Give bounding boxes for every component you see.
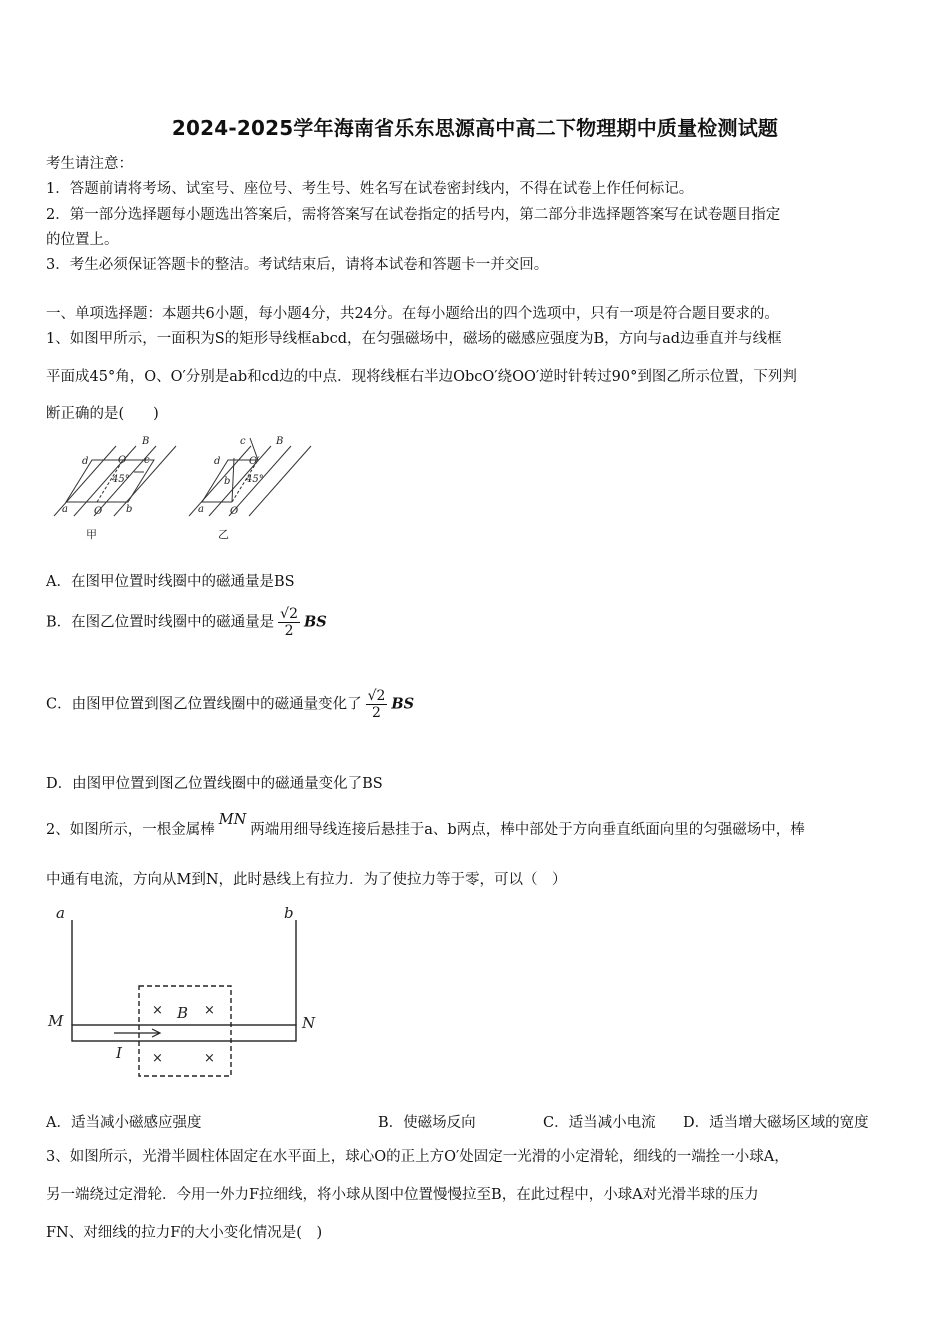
label-b: b — [284, 904, 294, 922]
sqrt2-over-2 — [278, 606, 300, 639]
frac-den: 2 — [284, 623, 294, 639]
q2-options — [0, 1111, 950, 1133]
q2-line1-pre: 2、如图所示，一根金属棒 — [46, 822, 215, 838]
fig2-label-O: O — [230, 506, 239, 517]
q1-option-d: D．由图甲位置到图乙位置线圈中的磁通量变化了BS — [46, 776, 383, 792]
q3-text-line2: 另一端绕过定滑轮．今用一外力F拉细线，将小球从图中位置慢慢拉至B，在此过程中，小球A对光滑半球的压力 — [46, 1187, 759, 1203]
fig2-label-O2: O′ — [249, 456, 260, 467]
field-cross-1: × — [152, 1003, 163, 1018]
q2-option-c: C．适当减小电流 — [543, 1115, 656, 1131]
fig-label-angle: 45° — [112, 474, 130, 485]
metal-rod-mn — [72, 1025, 296, 1041]
notice-item-3: 3．考生必须保证答题卡的整洁。考试结束后，请将本试卷和答题卡一并交回。 — [46, 257, 549, 273]
field-cross-4: × — [204, 1051, 215, 1066]
fig2-label-d: d — [214, 456, 221, 467]
fig-label-c: c — [144, 455, 150, 466]
q1-text-line3: 断正确的是( ) — [46, 406, 159, 422]
q1-option-c-text: C．由图甲位置到图乙位置线圈中的磁通量变化了 — [46, 696, 362, 713]
frac-num: √2 — [280, 606, 298, 622]
q2-text-line2: 中通有电流，方向从M到N，此时悬线上有拉力．为了使拉力等于零，可以（ ） — [46, 872, 567, 888]
mn-symbol: MN — [218, 812, 247, 828]
q2-option-d: D．适当增大磁场区域的宽度 — [683, 1115, 869, 1131]
fig-label-d: d — [82, 456, 89, 467]
fig-label-b: b — [126, 504, 133, 515]
q1-option-a: A．在图甲位置时线圈中的磁通量是BS — [46, 574, 295, 590]
bs-symbol: BS — [391, 695, 415, 713]
fig2-label-b: b — [224, 476, 231, 487]
field-cross-2: × — [204, 1003, 215, 1018]
notice-item-2-cont: 的位置上。 — [46, 232, 119, 248]
q1-option-b — [46, 606, 327, 639]
q1-option-b-text: B．在图乙位置时线圈中的磁通量是 — [46, 614, 275, 631]
page-title: 2024-2025学年海南省乐东思源高中高二下物理期中质量检测试题 — [171, 116, 779, 140]
section-heading: 一、单项选择题：本题共6小题，每小题4分，共24分。在每小题给出的四个选项中，只有一项是符合题目要求的。 — [46, 306, 779, 322]
q2-text-line1 — [46, 812, 805, 839]
notice-heading: 考生请注意： — [46, 156, 133, 172]
fig2-label-angle: 45° — [246, 474, 264, 485]
fig2-label-B: B — [276, 436, 284, 447]
fig2-label-c: c — [240, 436, 246, 447]
label-a: a — [56, 904, 65, 922]
fig-label-O: O — [94, 506, 103, 517]
notice-item-2: 2．第一部分选择题每小题选出答案后，需将答案写在试卷指定的括号内，第二部分非选择题答案写在试卷题目指定 — [46, 207, 781, 223]
frac-den: 2 — [372, 705, 381, 721]
q3-text-line1: 3、如图所示，光滑半圆柱体固定在水平面上，球心O的正上方O′处固定一光滑的小定滑轮，细线的一端拴一小球A， — [46, 1149, 789, 1165]
label-I: I — [116, 1044, 122, 1062]
label-M: M — [48, 1012, 64, 1030]
q1-text-line1: 1、如图甲所示，一面积为S的矩形导线框abcd，在匀强磁场中，磁场的磁感应强度为B，方向与ad边垂直并与线框 — [46, 331, 782, 347]
fig-label-O2: O′ — [118, 455, 129, 466]
sqrt2-over-2 — [366, 688, 388, 721]
field-cross-3: × — [152, 1051, 163, 1066]
fig-caption-jia: 甲 — [86, 528, 97, 541]
q1-figure — [44, 432, 314, 544]
label-N: N — [302, 1014, 316, 1032]
q3-text-line3: FN、对细线的拉力F的大小变化情况是( ) — [46, 1225, 323, 1241]
frac-num: √2 — [367, 688, 386, 704]
q2-line1-post: 两端用细导线连接后悬挂于a、b两点，棒中部处于方向垂直纸面向里的匀强磁场中，棒 — [250, 822, 805, 838]
fig2-label-a: a — [198, 504, 204, 515]
fig-label-a: a — [62, 504, 68, 515]
bs-symbol: BS — [303, 613, 327, 631]
q2-figure — [44, 900, 334, 1085]
notice-item-1: 1．答题前请将考场、试室号、座位号、考生号、姓名写在试卷密封线内，不得在试卷上作任何标记。 — [46, 181, 694, 197]
q1-option-c — [46, 688, 414, 721]
q2-option-b: B．使磁场反向 — [378, 1115, 476, 1131]
fig-label-B: B — [142, 436, 150, 447]
fig-caption-yi: 乙 — [218, 528, 229, 541]
q1-text-line2: 平面成45°角，O、O′分别是ab和cd边的中点．现将线框右半边ObcO′绕OO′逆时针转过90°到图乙所示位置，下列判 — [46, 369, 797, 385]
label-B: B — [177, 1004, 189, 1022]
q2-option-a: A．适当减小磁感应强度 — [46, 1115, 202, 1131]
